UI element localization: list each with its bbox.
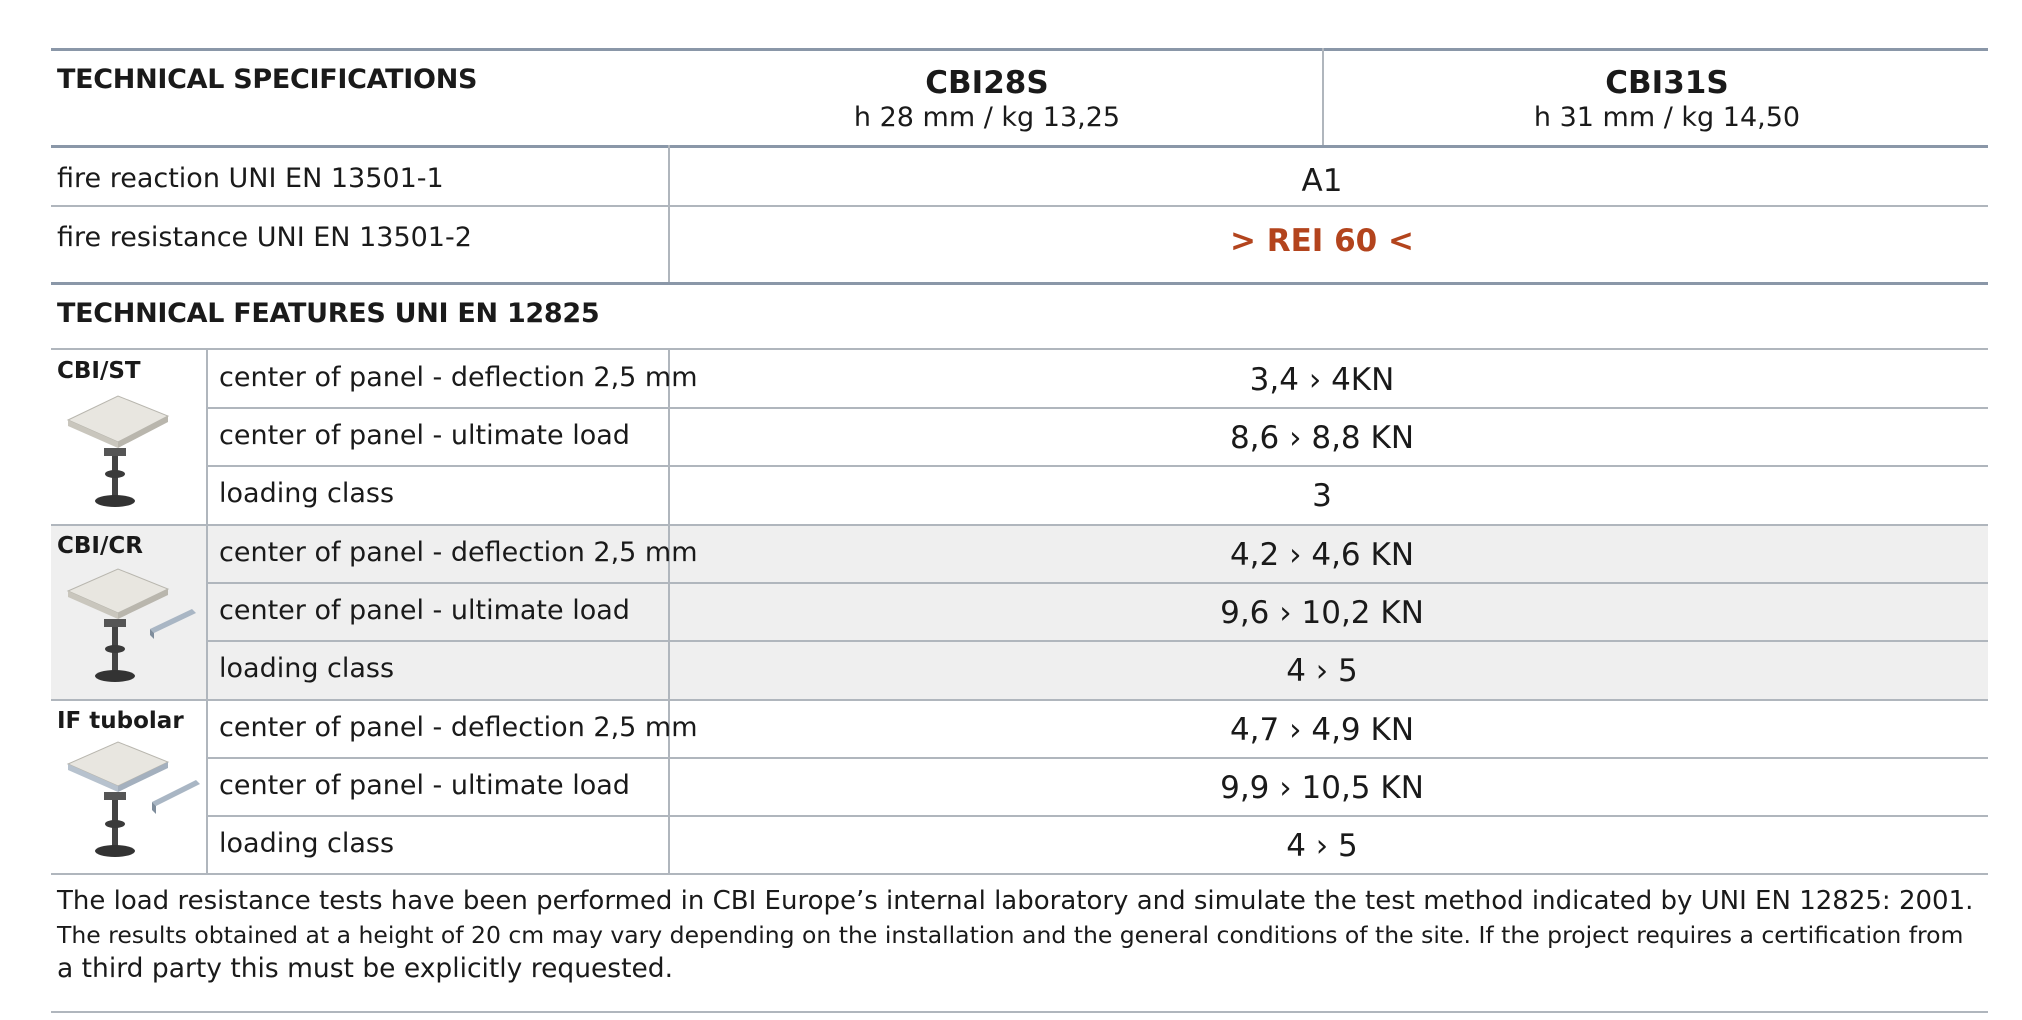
- row-divider: [208, 465, 1988, 467]
- feature-value: 4 › 5: [1286, 828, 1358, 864]
- panel-stringer-pedestal-icon: [60, 561, 200, 693]
- feature-label: center of panel - ultimate load: [219, 770, 630, 801]
- feature-value: 3: [1312, 478, 1332, 514]
- label-column-divider: [668, 348, 670, 873]
- feature-value: 4,7 › 4,9 KN: [1229, 712, 1415, 748]
- model-name: CBI28S: [925, 65, 1049, 101]
- group-divider: [51, 524, 1988, 526]
- row-divider: [208, 640, 1988, 642]
- feature-label: loading class: [219, 478, 395, 509]
- note-line: The results obtained at a height of 20 cm may vary depending on the installation and the general conditions of the site. If the project requires a certification from: [57, 921, 1964, 949]
- table-top-rule: [51, 48, 1988, 51]
- section-title: TECHNICAL SPECIFICATIONS: [57, 64, 478, 95]
- row-divider: [208, 407, 1988, 409]
- note-line: The load resistance tests have been performed in CBI Europe’s internal laboratory and simulate the test method indicated by UNI EN 12825: 2001.: [57, 886, 1974, 916]
- label-column-divider: [668, 145, 670, 282]
- feature-label: center of panel - deflection 2,5 mm: [219, 537, 698, 568]
- model-column-divider: [1322, 48, 1324, 145]
- feature-label: center of panel - deflection 2,5 mm: [219, 712, 698, 743]
- section-divider: [51, 282, 1988, 285]
- table-bottom-rule: [51, 873, 1988, 875]
- feature-label: center of panel - ultimate load: [219, 595, 630, 626]
- row-divider: [208, 815, 1988, 817]
- fire-reaction-label: fire reaction UNI EN 13501-1: [57, 163, 444, 194]
- feature-value: 3,4 › 4KN: [1249, 362, 1395, 398]
- model-spec: h 28 mm / kg 13,25: [853, 102, 1121, 133]
- feature-value: 9,6 › 10,2 KN: [1220, 595, 1424, 631]
- model-name: CBI31S: [1605, 65, 1729, 101]
- row-divider: [208, 757, 1988, 759]
- feature-label: loading class: [219, 653, 395, 684]
- feature-value: 9,9 › 10,5 KN: [1220, 770, 1424, 806]
- group-name: IF tubolar: [57, 708, 184, 734]
- row-divider: [51, 205, 1988, 207]
- group-column-divider: [206, 348, 208, 873]
- feature-label: loading class: [219, 828, 395, 859]
- row-divider: [208, 582, 1988, 584]
- row-divider: [51, 348, 1988, 350]
- model-spec: h 31 mm / kg 14,50: [1533, 102, 1801, 133]
- features-title: TECHNICAL FEATURES UNI EN 12825: [57, 298, 600, 329]
- panel-pedestal-icon: [60, 386, 200, 518]
- header-bottom-rule: [51, 145, 1988, 148]
- feature-value: 4 › 5: [1286, 653, 1358, 689]
- feature-value: 8,6 › 8,8 KN: [1229, 420, 1415, 456]
- fire-resistance-label: fire resistance UNI EN 13501-2: [57, 222, 472, 253]
- feature-label: center of panel - ultimate load: [219, 420, 630, 451]
- fire-reaction-value: A1: [1301, 163, 1343, 199]
- feature-value: 4,2 › 4,6 KN: [1229, 537, 1415, 573]
- panel-tubular-stringer-pedestal-icon: [60, 736, 200, 868]
- page-bottom-rule: [51, 1011, 1988, 1013]
- group-divider: [51, 699, 1988, 701]
- note-line: a third party this must be explicitly requested.: [57, 953, 674, 984]
- group-name: CBI/CR: [57, 533, 143, 559]
- feature-label: center of panel - deflection 2,5 mm: [219, 362, 698, 393]
- fire-resistance-value: > REI 60 <: [1229, 223, 1415, 259]
- group-name: CBI/ST: [57, 358, 141, 384]
